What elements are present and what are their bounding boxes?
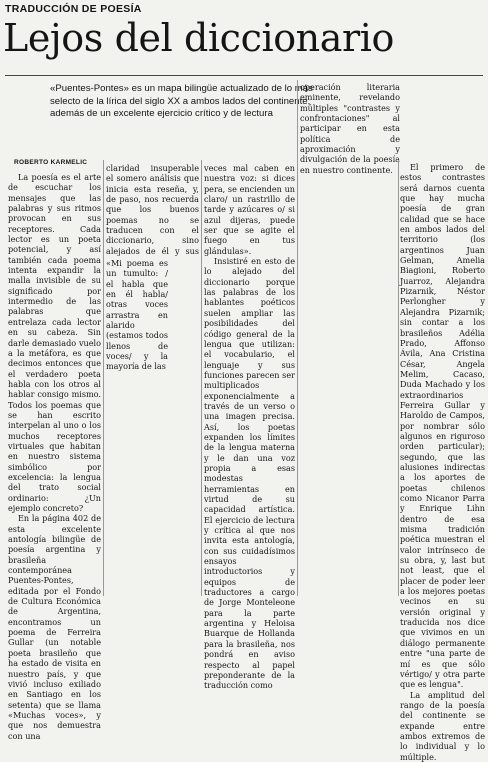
article-deck: «Puentes-Pontes» es un mapa bilingüe actualizado de lo más selecto de la lírica del siglo XX a ambos lados del continente, además de un excelente ejercicio crítico y de lectura bbox=[50, 83, 313, 120]
article-title: Lejos del diccionario bbox=[3, 16, 395, 60]
byline: ROBERTO KARMELIC bbox=[14, 159, 88, 166]
paragraph: El primero de estos contrastes será darnos cuenta que hay mucha poesía de gran calidad que se hace en ambos lados del territorio (los argentinos Juan Gelman, Amelia Biagioni, Roberto Juarroz, Alejandra Pizarnik, Néstor Perlongher y Alejandra Pizarnik; sin contar a los brasileños Adélia Prado, Affonso Ávila, Ana Cristina César, Angela Melim, Cacaso, Duda Machado y los extraordinarios Ferreira Gullar y Haroldo de Campos, por nombrar sólo algunos en riguroso orden particular); segundo, que las alusiones indirectas a los aportes de poetas chilenos como Nicanor Parra y Enrique Lihn dentro de esa misma tradición poética muestran el valor intrínseco de su obra, y, last but not least, que el placer de poder leer a los mejores poetas vecinos en su versión original y traducida nos dice que vivimos en un diálogo permanente entre "una parte de mí es que sólo vértigo/ y otra parte que es lengua". bbox=[400, 162, 485, 690]
paragraph: veces mal caben en nuestra voz: si dices pera, se encienden un claro/ un rastrillo de tarde y azúcares o/ si azul dijeras, puede ser que se agite el fuego en tus glándulas». bbox=[204, 163, 295, 256]
column-rule bbox=[297, 80, 298, 596]
section-heading: TRADUCCIÓN DE POESÍA bbox=[5, 3, 142, 15]
paragraph: La poesía es el arte de escuchar los mensajes que las palabras y sus ritmos provocan en sus receptores. Cada lector es un poeta potencial, y así también cada poema intenta expandir la malla invisible de su significado por intermedio de las palabras que entrelaza cada lector en su cabeza. Sin darle demasiado vuelo a la metáfora, es que decimos entonces que el verdadero poeta habla con los otros al hablar consigo mismo. Todos los poemas que se han escrito interpelan al uno o los muchos receptores virtuales que habitan en nuestro sistema simbólico por excelencia: la lengua del trato social ordinario: ¿Un ejemplo concreto? bbox=[8, 172, 101, 513]
column-2 bbox=[106, 163, 199, 256]
paragraph: operación literaria eminente, revelando múltiples "contrastes y confrontaciones" al participar en esta política de aproximación y divulgación de la poesía en nuestro continente. bbox=[300, 82, 400, 175]
paragraph: Insistiré en esto de lo alejado del diccionario porque las palabras de los hablantes poéticos suelen ampliar las posibilidades del código general de la lengua que utilizan: el vocabulario, el lenguaje y sus funciones parecen ser multiplicados exponencialmente a través de un verso o una imagen precisa. Así, los poetas expanden los límites de la lengua materna y le dan una voz propia a esas modestas herramientas en virtud de su capacidad artística. El ejercicio de lectura y crítica al que nos invita esta antología, con sus cuidadísimos ensayos introductorios y equipos de traductores a cargo de Jorge Monteleone para la parte argentina y Heloisa Buarque de Hollanda para la brasileña, nos pondrá en aviso respecto al papel preponderante de la traducción como bbox=[204, 256, 295, 691]
column-1 bbox=[8, 172, 101, 741]
paragraph: claridad insuperable el somero análisis que inicia esta reseña, y, de paso, nos recuerda que los buenos poemas no se traducen con el diccionario, sino alejados de él y sus bbox=[106, 163, 199, 256]
paragraph: La amplitud del rango de la poesía del continente se expande entre ambos extremos de lo individual y lo múltiple. bbox=[400, 689, 485, 762]
paragraph: En la página 402 de esta excelente antología bilingüe de poesía argentina y brasileña contemporánea Puentes-Pontes, editada por el Fondo de Cultura Económica de Argentina, encontramos un poema de Ferreira Gullar (un notable poeta brasileño que ha estado de visita en nuestro país, y que vivió incluso exiliado en Santiago en los setenta) que se llama «Muchas voces», y que nos demuestra con una bbox=[8, 513, 101, 741]
column-3 bbox=[204, 163, 295, 691]
column-4 bbox=[300, 82, 400, 175]
paragraph: «Mi poema es un tumulto: / el habla que en él habla/ otras voces arrastra en alarido (estamos todos llenos de voces/ y la mayoría de las bbox=[106, 258, 168, 372]
column-2-continued bbox=[106, 258, 168, 372]
column-rule bbox=[103, 160, 104, 596]
column-5 bbox=[400, 162, 485, 762]
column-rule bbox=[398, 160, 399, 596]
divider bbox=[5, 75, 483, 76]
column-rule bbox=[201, 160, 202, 596]
